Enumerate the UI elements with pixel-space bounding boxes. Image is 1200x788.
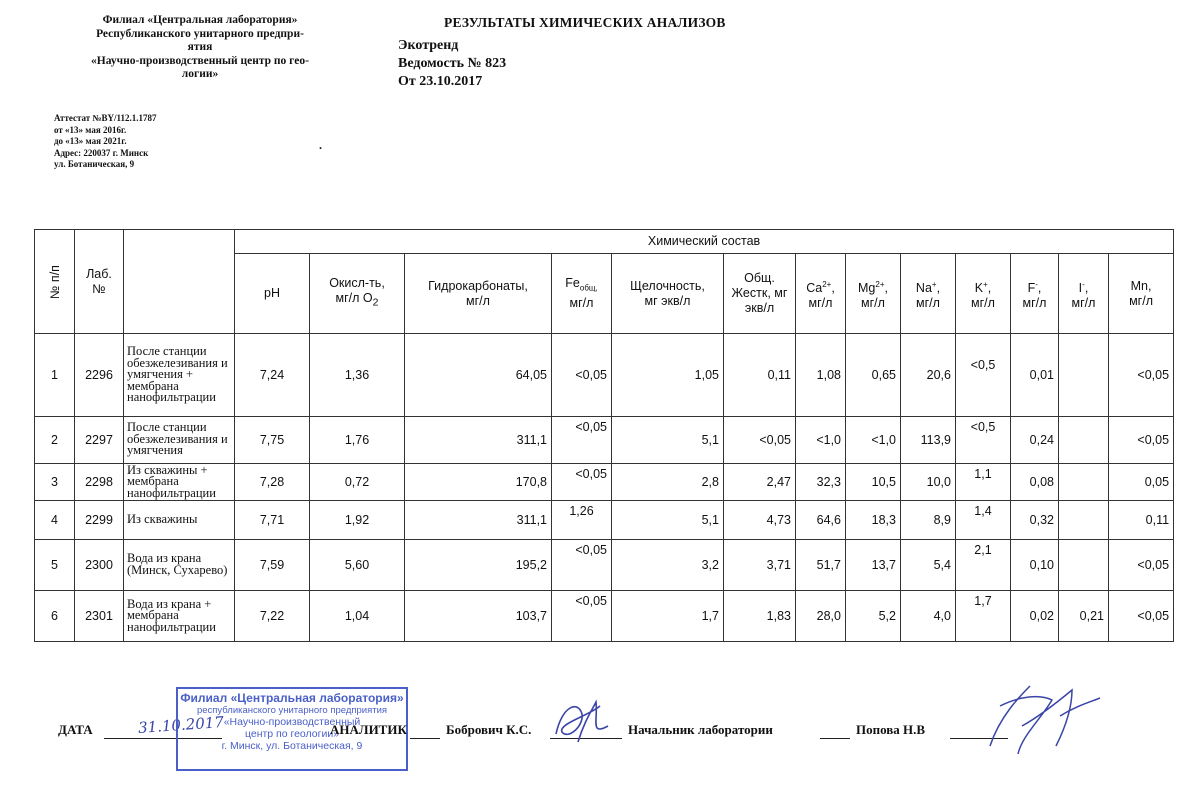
value-alkalinity: 5,1 xyxy=(612,416,724,463)
header-sodium: Na+, мг/л xyxy=(901,254,956,334)
sample-description: Вода из крана (Минск, Сухарево) xyxy=(124,539,235,590)
value-iron: <0,05 xyxy=(552,416,612,463)
value-oxidizability: 5,60 xyxy=(310,539,405,590)
value-oxidizability: 1,92 xyxy=(310,501,405,539)
header-bicarbonates: Гидрокарбонаты, мг/л xyxy=(405,254,552,334)
value-manganese: <0,05 xyxy=(1109,334,1174,416)
document-title: РЕЗУЛЬТАТЫ ХИМИЧЕСКИХ АНАЛИЗОВ xyxy=(444,15,726,30)
attestat-line: от «13» мая 2016г. xyxy=(54,124,127,135)
value-alkalinity: 5,1 xyxy=(612,501,724,539)
stamp-line-1: Филиал «Центральная лаборатория» xyxy=(180,691,404,705)
value-oxidizability: 1,36 xyxy=(310,334,405,416)
row-number: 5 xyxy=(35,539,75,590)
header-magnesium: $Mg^{2+}$, мг/л xyxy=(846,254,901,334)
stamp-line-3: «Научно-производственный xyxy=(223,716,361,728)
attestat-block xyxy=(54,113,157,171)
header-chemical-composition: Химический состав xyxy=(235,230,1174,254)
header-lab-number: Лаб. № xyxy=(75,230,124,334)
value-bicarbonates: 311,1 xyxy=(405,416,552,463)
lab-number: 2301 xyxy=(75,590,124,641)
stamp-line-2: республиканского унитарного предприятия xyxy=(196,705,388,716)
header-iodide: I-, мг/л xyxy=(1059,254,1109,334)
value-potassium: <0,5 xyxy=(956,334,1011,416)
value-magnesium: <1,0 xyxy=(846,416,901,463)
value-fluoride: 0,32 xyxy=(1011,501,1059,539)
value-calcium: 1,08 xyxy=(796,334,846,416)
lab-number: 2296 xyxy=(75,334,124,416)
laboratory-name xyxy=(40,14,360,82)
lab-line-4: «Научно-производственный центр по гео- xyxy=(91,54,309,67)
header-total-hardness: Общ. Жестк, мг экв/л xyxy=(724,254,796,334)
lab-number: 2297 xyxy=(75,416,124,463)
value-alkalinity: 1,7 xyxy=(612,590,724,641)
value-hardness: <0,05 xyxy=(724,416,796,463)
stray-mark: . xyxy=(319,138,322,152)
statement-info xyxy=(398,37,506,91)
value-bicarbonates: 103,7 xyxy=(405,590,552,641)
table-row xyxy=(35,416,1174,463)
analyst-label: АНАЛИТИК xyxy=(330,722,407,737)
header-row-number: № п/п xyxy=(35,230,75,334)
table-row xyxy=(35,334,1174,416)
header-calcium: $Ca^{2+}$, мг/л xyxy=(796,254,846,334)
value-iodide xyxy=(1059,416,1109,463)
value-fluoride: 0,02 xyxy=(1011,590,1059,641)
value-hardness: 0,11 xyxy=(724,334,796,416)
value-oxidizability: 1,76 xyxy=(310,416,405,463)
value-iodide xyxy=(1059,334,1109,416)
sample-description: Из скважины + мембрана нанофильтрации xyxy=(124,463,235,501)
value-manganese: 0,05 xyxy=(1109,463,1174,501)
value-iodide xyxy=(1059,539,1109,590)
value-fluoride: 0,24 xyxy=(1011,416,1059,463)
sample-description: После станции обезжелезивания и умягчения + мембрана нанофильтрации xyxy=(124,334,235,416)
attestat-line: до «13» мая 2021г. xyxy=(54,136,127,146)
value-fluoride: 0,01 xyxy=(1011,334,1059,416)
head-name: Попова Н.В xyxy=(856,722,926,737)
lab-number: 2298 xyxy=(75,463,124,501)
value-potassium: 1,4 xyxy=(956,501,1011,539)
value-manganese: <0,05 xyxy=(1109,539,1174,590)
value-potassium: <0,5 xyxy=(956,416,1011,463)
value-sodium: 113,9 xyxy=(901,416,956,463)
sample-description: После станции обезжелезивания и умягчения xyxy=(124,416,235,463)
header-ph: pH xyxy=(235,254,310,334)
value-alkalinity: 1,05 xyxy=(612,334,724,416)
header-alkalinity: Щелочность, мг экв/л xyxy=(612,254,724,334)
table-row xyxy=(35,501,1174,539)
value-oxidizability: 0,72 xyxy=(310,463,405,501)
value-magnesium: 13,7 xyxy=(846,539,901,590)
value-bicarbonates: 170,8 xyxy=(405,463,552,501)
value-alkalinity: 2,8 xyxy=(612,463,724,501)
value-ph: 7,22 xyxy=(235,590,310,641)
head-signature xyxy=(960,676,1120,766)
value-magnesium: 10,5 xyxy=(846,463,901,501)
header-manganese: Mn, мг/л xyxy=(1109,254,1174,334)
analyst-underline-left xyxy=(410,738,440,739)
header-oxidizability: Окисл-ть, мг/л $O_2$ xyxy=(310,254,405,334)
stamp-line-4: центр по геологии» xyxy=(244,728,340,740)
analyst-name: Бобрович К.С. xyxy=(446,722,532,737)
value-ph: 7,28 xyxy=(235,463,310,501)
statement-date: От 23.10.2017 xyxy=(398,74,483,89)
lab-number: 2299 xyxy=(75,501,124,539)
value-hardness: 1,83 xyxy=(724,590,796,641)
value-ph: 7,71 xyxy=(235,501,310,539)
value-iron: <0,05 xyxy=(552,334,612,416)
row-number: 6 xyxy=(35,590,75,641)
row-number: 4 xyxy=(35,501,75,539)
date-handwritten: 31.10.2017 xyxy=(137,713,225,737)
statement-number: Ведомость № 823 xyxy=(398,56,507,71)
value-sodium: 10,0 xyxy=(901,463,956,501)
value-sodium: 5,4 xyxy=(901,539,956,590)
value-iron: <0,05 xyxy=(552,463,612,501)
value-iodide: 0,21 xyxy=(1059,590,1109,641)
header-sample-description xyxy=(124,230,235,334)
value-ph: 7,59 xyxy=(235,539,310,590)
value-manganese: 0,11 xyxy=(1109,501,1174,539)
lab-line-3: ятия xyxy=(187,41,213,53)
value-iron: 1,26 xyxy=(552,501,612,539)
client-name: Экотренд xyxy=(398,38,459,53)
attestat-line: ул. Ботаническая, 9 xyxy=(54,159,135,169)
value-hardness: 4,73 xyxy=(724,501,796,539)
sample-description: Из скважины xyxy=(124,501,235,539)
lab-line-2: Республиканского унитарного предпри- xyxy=(96,27,304,40)
value-calcium: 64,6 xyxy=(796,501,846,539)
value-calcium: 28,0 xyxy=(796,590,846,641)
value-iron: <0,05 xyxy=(552,590,612,641)
sample-description: Вода из крана + мембрана нанофильтрации xyxy=(124,590,235,641)
table-row xyxy=(35,590,1174,641)
value-potassium: 2,1 xyxy=(956,539,1011,590)
stamp-line-5: г. Минск, ул. Ботаническая, 9 xyxy=(221,740,363,752)
value-hardness: 2,47 xyxy=(724,463,796,501)
header-fluoride: F-, мг/л xyxy=(1011,254,1059,334)
row-number: 1 xyxy=(35,334,75,416)
value-fluoride: 0,08 xyxy=(1011,463,1059,501)
value-manganese: <0,05 xyxy=(1109,590,1174,641)
value-oxidizability: 1,04 xyxy=(310,590,405,641)
head-label: Начальник лаборатории xyxy=(628,722,773,737)
value-alkalinity: 3,2 xyxy=(612,539,724,590)
value-ph: 7,75 xyxy=(235,416,310,463)
value-sodium: 8,9 xyxy=(901,501,956,539)
value-magnesium: 18,3 xyxy=(846,501,901,539)
results-table xyxy=(34,229,1174,642)
date-label: ДАТА xyxy=(58,722,93,737)
value-iron: <0,05 xyxy=(552,539,612,590)
value-magnesium: 0,65 xyxy=(846,334,901,416)
row-number: 2 xyxy=(35,416,75,463)
value-potassium: 1,7 xyxy=(956,590,1011,641)
header-iron-total: $Fe_{общ,}$ мг/л xyxy=(552,254,612,334)
analyst-signature xyxy=(548,696,618,748)
lab-line-5: логии» xyxy=(181,68,219,80)
lab-number: 2300 xyxy=(75,539,124,590)
table-row xyxy=(35,539,1174,590)
table-row xyxy=(35,463,1174,501)
attestat-line: Адрес: 220037 г. Минск xyxy=(54,147,149,158)
value-fluoride: 0,10 xyxy=(1011,539,1059,590)
value-calcium: <1,0 xyxy=(796,416,846,463)
value-sodium: 20,6 xyxy=(901,334,956,416)
value-calcium: 51,7 xyxy=(796,539,846,590)
attestat-line: Аттестат №BY/112.1.1787 xyxy=(54,113,157,123)
value-magnesium: 5,2 xyxy=(846,590,901,641)
value-sodium: 4,0 xyxy=(901,590,956,641)
value-bicarbonates: 311,1 xyxy=(405,501,552,539)
head-underline-left xyxy=(820,738,850,739)
value-manganese: <0,05 xyxy=(1109,416,1174,463)
value-ph: 7,24 xyxy=(235,334,310,416)
value-bicarbonates: 195,2 xyxy=(405,539,552,590)
header-potassium: K+, мг/л xyxy=(956,254,1011,334)
value-hardness: 3,71 xyxy=(724,539,796,590)
value-potassium: 1,1 xyxy=(956,463,1011,501)
value-calcium: 32,3 xyxy=(796,463,846,501)
value-iodide xyxy=(1059,501,1109,539)
value-iodide xyxy=(1059,463,1109,501)
row-number: 3 xyxy=(35,463,75,501)
value-bicarbonates: 64,05 xyxy=(405,334,552,416)
lab-line-1: Филиал «Центральная лаборатория» xyxy=(102,14,298,26)
